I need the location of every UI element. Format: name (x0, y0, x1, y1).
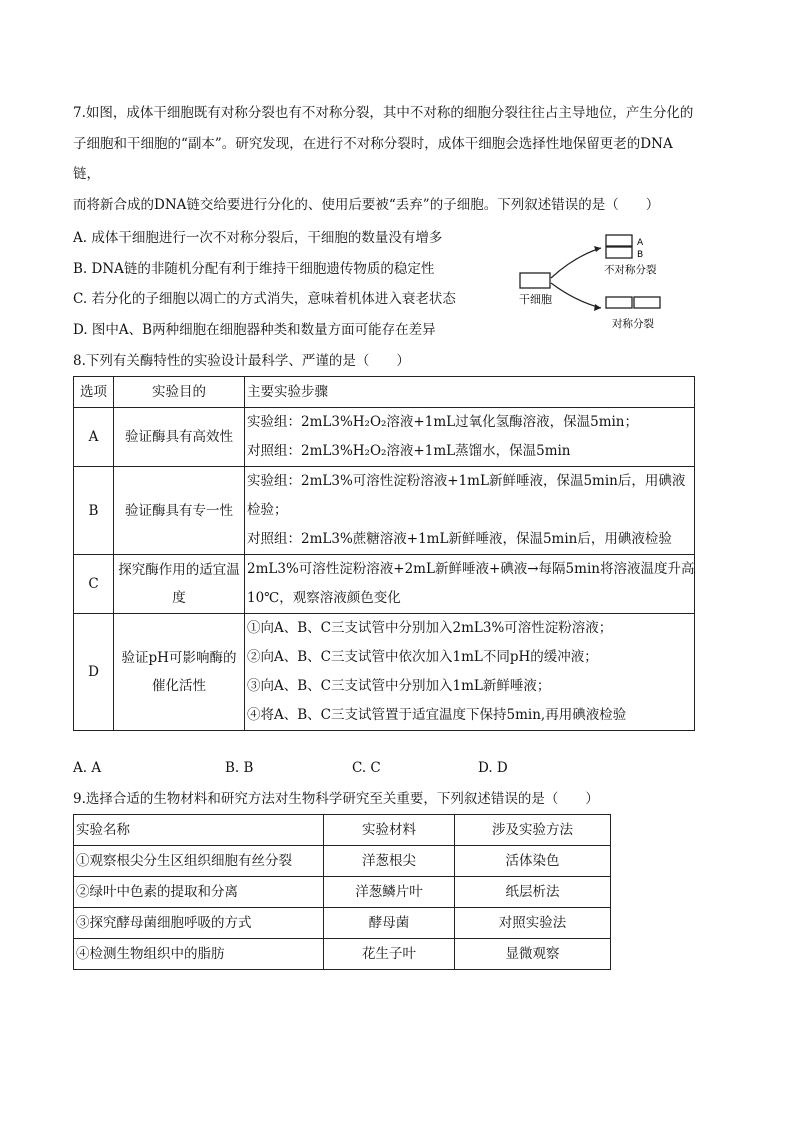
q8-stem: 8.下列有关酶特性的实验设计最科学、严谨的是（ ） (73, 353, 410, 369)
symmetric-division-label: 对称分裂 (612, 318, 654, 330)
q9-row-method: 显微观察 (455, 939, 611, 970)
q8-header-option: 选项 (74, 377, 114, 408)
symmetric-cell-1-box (606, 297, 632, 308)
q9-row-material: 酵母菌 (324, 908, 455, 939)
q9-experiment-table (73, 814, 611, 970)
q8-answer-a: A. A (73, 760, 102, 776)
asymmetric-arrow (551, 248, 601, 278)
q8-row-purpose: 验证酶具有高效性 (114, 408, 245, 467)
q8-answer-b: B. B (225, 760, 254, 776)
q9-row-method: 对照实验法 (455, 908, 611, 939)
table-row (74, 614, 695, 731)
table-row (74, 846, 611, 877)
cell-a-box (606, 235, 632, 246)
q7-stem-line-4: 而将新合成的DNA链交给要进行分化的、使用后要被“丢弃”的子细胞。下列叙述错误的是（ ） (73, 197, 660, 213)
q9-header-method: 涉及实验方法 (455, 815, 611, 846)
q7-option-b: B. DNA链的非随机分配有利于维持干细胞遗传物质的稳定性 (73, 261, 435, 277)
q8-row-steps: ①向A、B、C三支试管中分别加入2mL3%可溶性淀粉溶液； ②向A、B、C三支试管中依次加入1mL不同pH的缓冲液； ③向A、B、C三支试管中分别加入1mL新鲜唾液； ④将A、B、C三支试管置于适宜温度下保持5min,再用碘液检验 (245, 614, 695, 731)
symmetric-cell-2-box (634, 297, 660, 308)
label-b: B (637, 250, 644, 260)
q8-answer-c: C. C (352, 760, 381, 776)
q9-row-method: 纸层析法 (455, 877, 611, 908)
cell-b-box (606, 247, 632, 258)
table-row (74, 555, 695, 614)
q7-option-a: A. 成体干细胞进行一次不对称分裂后，干细胞的数量没有增多 (73, 230, 443, 246)
q7-stem-line-2: 子细胞和干细胞的“副本”。研究发现，在进行不对称分裂时，成体干细胞会选择性地保留更老的DNA (73, 136, 673, 152)
q8-row-purpose: 验证酶具有专一性 (114, 467, 245, 555)
stem-cell-division-diagram (515, 226, 675, 338)
table-row (74, 877, 611, 908)
label-a: A (637, 238, 644, 248)
stem-cell-label: 干细胞 (519, 293, 552, 306)
q8-answer-d: D. D (478, 760, 508, 776)
table-row (74, 939, 611, 970)
q7-option-d: D. 图中A、B两种细胞在细胞器种类和数量方面可能存在差异 (73, 322, 436, 338)
q8-row-purpose: 验证pH可影响酶的 催化活性 (114, 614, 245, 731)
q8-header-steps: 主要实验步骤 (245, 377, 695, 408)
q8-row-option: D (74, 614, 114, 731)
q8-row-steps: 实验组：2mL3%可溶性淀粉溶液+1mL新鲜唾液，保温5min后，用碘液 检验； 对照组：2mL3%蔗糖溶液+1mL新鲜唾液，保温5min后，用碘液检验 (245, 467, 695, 555)
q8-row-purpose: 探究酶作用的适宜温 度 (114, 555, 245, 614)
q8-row-option: B (74, 467, 114, 555)
q9-row-name: ③探究酵母菌细胞呼吸的方式 (74, 908, 324, 939)
q9-header-name: 实验名称 (74, 815, 324, 846)
q7-stem-line-1: 7.如图，成体干细胞既有对称分裂也有不对称分裂，其中不对称的细胞分裂往往占主导地位，产生分化的 (73, 105, 694, 121)
stem-cell-box (520, 273, 550, 288)
q9-row-material: 花生子叶 (324, 939, 455, 970)
q8-row-option: A (74, 408, 114, 467)
q7-stem-line-3: 链， (73, 166, 100, 182)
q8-answer-choices (73, 760, 573, 778)
q8-row-option: C (74, 555, 114, 614)
q9-row-method: 活体染色 (455, 846, 611, 877)
q9-row-name: ④检测生物组织中的脂肪 (74, 939, 324, 970)
table-row (74, 467, 695, 555)
q8-row-steps: 实验组：2mL3%H₂O₂溶液+1mL过氧化氢酶溶液，保温5min； 对照组：2mL3%H₂O₂溶液+1mL蒸馏水，保温5min (245, 408, 695, 467)
q9-stem: 9.选择合适的生物材料和研究方法对生物科学研究至关重要，下列叙述错误的是（ ） (73, 791, 599, 807)
table-row (74, 408, 695, 467)
q9-header-material: 实验材料 (324, 815, 455, 846)
q9-row-material: 洋葱根尖 (324, 846, 455, 877)
q9-row-material: 洋葱鳞片叶 (324, 877, 455, 908)
asymmetric-division-label: 不对称分裂 (604, 264, 657, 276)
q9-row-name: ②绿叶中色素的提取和分离 (74, 877, 324, 908)
q8-row-steps: 2mL3%可溶性淀粉溶液+2mL新鲜唾液+碘液→每隔5min将溶液温度升高 10℃，观察溶液颜色变化 (245, 555, 695, 614)
q8-header-purpose: 实验目的 (114, 377, 245, 408)
q9-row-name: ①观察根尖分生区组织细胞有丝分裂 (74, 846, 324, 877)
symmetric-arrow (551, 283, 601, 308)
q8-experiment-table (73, 376, 695, 731)
table-row (74, 908, 611, 939)
q7-option-c: C. 若分化的子细胞以凋亡的方式消失，意味着机体进入衰老状态 (73, 291, 456, 307)
